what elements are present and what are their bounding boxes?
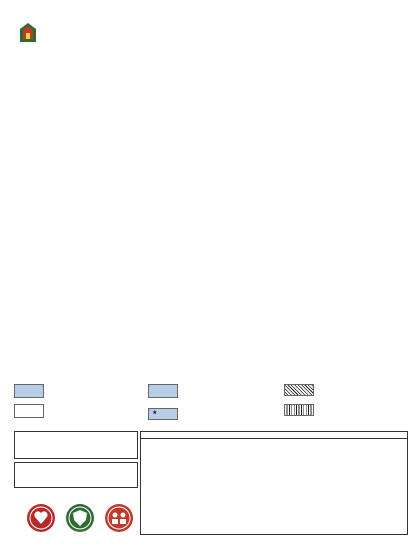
legend-nonschool-swatch: [14, 404, 44, 418]
legend-progress-swatch: *: [148, 408, 178, 420]
instructional-days-box: [14, 431, 138, 459]
header: [0, 0, 420, 54]
legend-sedpc-swatch: [148, 384, 178, 398]
legend-pd-swatch: [284, 384, 314, 396]
people-badge-icon: [105, 504, 133, 532]
school-logo-icon: [18, 22, 38, 44]
caaspp-box: [14, 462, 138, 488]
trimester-dates: [141, 432, 407, 439]
holidays-box: [140, 431, 408, 535]
holidays-title: [141, 439, 407, 443]
core-values-icons: [26, 501, 136, 535]
heart-badge-icon: [27, 504, 55, 532]
shield-badge-icon: [66, 504, 94, 532]
holidays-list: [141, 458, 407, 528]
legend-session-swatch: [14, 384, 44, 398]
legend-workday-swatch: [284, 404, 314, 416]
